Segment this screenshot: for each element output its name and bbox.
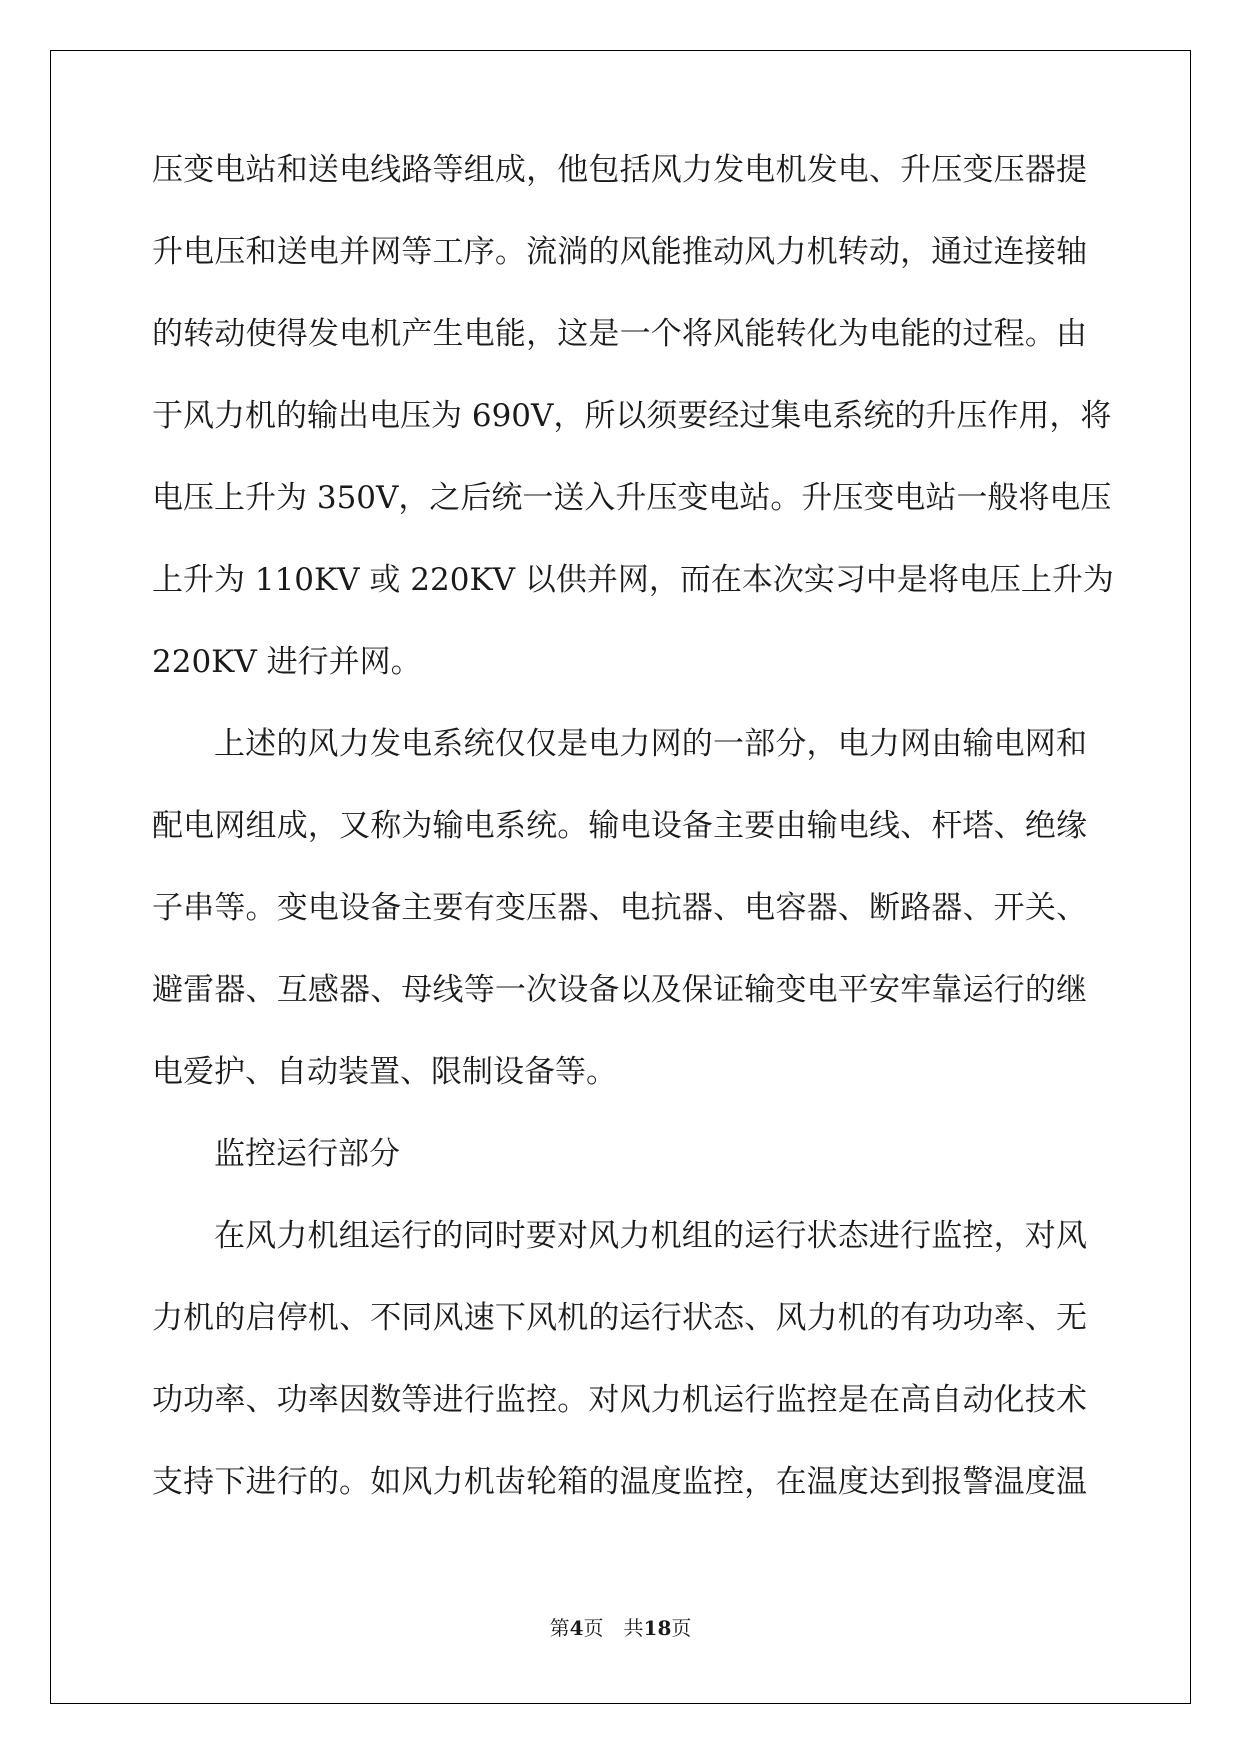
footer-page-prefix: 第 <box>549 1616 570 1640</box>
body-line: 配电网组成，又称为输电系统。输电设备主要由输电线、杆塔、绝缘 <box>152 808 1087 844</box>
body-line: 220KV 进行并网。 <box>152 644 422 680</box>
footer-total-prefix: 共 <box>623 1616 644 1640</box>
body-line: 功功率、功率因数等进行监控。对风力机运行监控是在高自动化技术 <box>152 1382 1087 1418</box>
footer-total-suffix: 页 <box>671 1616 692 1640</box>
body-line: 的转动使得发电机产生电能，这是一个将风能转化为电能的过程。由 <box>152 316 1087 352</box>
body-line: 于风力机的输出电压为 690V，所以须要经过集电系统的升压作用，将 <box>152 398 1112 434</box>
body-line: 子串等。变电设备主要有变压器、电抗器、电容器、断路器、开关、 <box>152 890 1087 926</box>
body-line: 上升为 110KV 或 220KV 以供并网，而在本次实习中是将电压上升为 <box>152 562 1114 598</box>
paragraph-start-line: 上述的风力发电系统仅仅是电力网的一部分，电力网由输电网和 <box>214 726 1087 762</box>
body-line: 避雷器、互感器、母线等一次设备以及保证输变电平安牢靠运行的继 <box>152 972 1087 1008</box>
page-footer <box>0 1612 1241 1641</box>
footer-total-pages: 18 <box>643 1616 672 1640</box>
section-heading: 监控运行部分 <box>214 1136 400 1172</box>
body-line: 升电压和送电并网等工序。流淌的风能推动风力机转动，通过连接轴 <box>152 234 1087 270</box>
body-line: 电爱护、自动装置、限制设备等。 <box>152 1054 617 1090</box>
body-line: 压变电站和送电线路等组成，他包括风力发电机发电、升压变压器提 <box>152 152 1087 188</box>
footer-page-suffix: 页 <box>583 1616 604 1640</box>
document-body <box>152 152 1114 1548</box>
body-line: 电压上升为 350V，之后统一送入升压变电站。升压变电站一般将电压 <box>152 480 1112 516</box>
footer-page-number: 4 <box>569 1616 584 1640</box>
body-line: 力机的启停机、不同风速下风机的运行状态、风力机的有功功率、无 <box>152 1300 1087 1336</box>
body-line: 支持下进行的。如风力机齿轮箱的温度监控，在温度达到报警温度温 <box>152 1464 1087 1500</box>
paragraph-start-line: 在风力机组运行的同时要对风力机组的运行状态进行监控，对风 <box>214 1218 1087 1254</box>
